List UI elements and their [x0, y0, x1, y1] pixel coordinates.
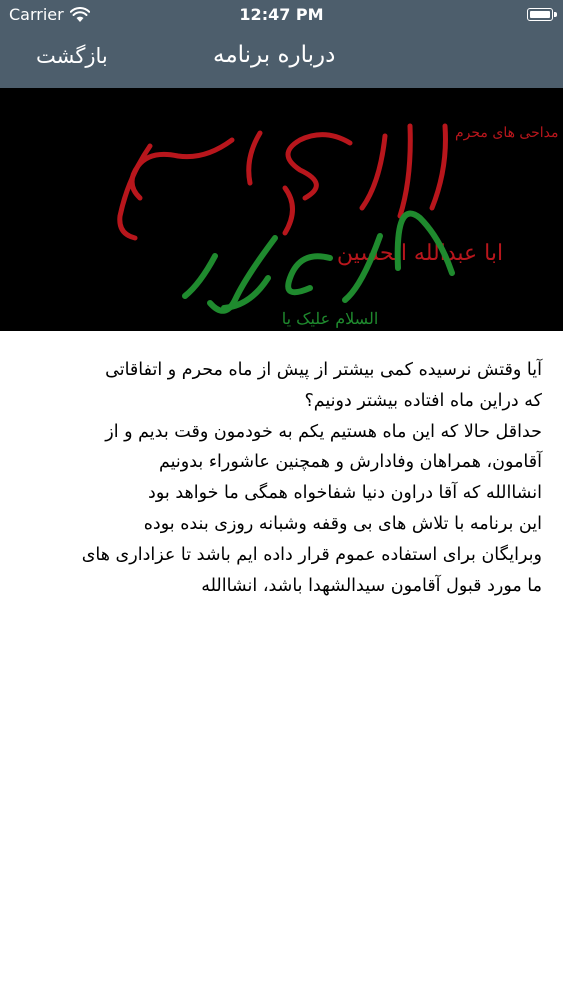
back-button[interactable]: بازگشت [36, 44, 108, 68]
banner-caption: مداحی های محرم [455, 125, 559, 141]
about-text-line: که دراین ماه افتاده بیشتر دونیم؟ [304, 390, 542, 411]
about-text [20, 355, 542, 601]
status-bar [0, 0, 563, 30]
about-text-line: آیا وقتش نرسیده کمی بیشتر از پیش از ماه محرم و اتفاقاتی [105, 360, 542, 380]
about-text-line: حداقل حالا که این ماه هستیم یکم به خودمون وقت بدیم و از [105, 421, 542, 442]
navigation-bar [0, 30, 563, 88]
calligraphy-artwork [0, 88, 563, 331]
calligraphy-red-text: ابا عبدالله الحسین [336, 241, 504, 266]
about-text-line: انشاالله که آقا دراون دنیا شفاخواه همگی ما خواهد بود [148, 483, 542, 504]
about-text-line: این برنامه با تلاش های بی وقفه وشبانه روزی بنده بوده [143, 513, 542, 534]
header [0, 0, 563, 88]
about-text-line: آقامون، همراهان وفادارش و همچنین عاشوراء بدونیم [158, 452, 542, 473]
about-text-line: وبرایگان برای استفاده عموم قرار داده ایم باشد تا عزاداری های [81, 544, 542, 565]
banner-image [0, 88, 563, 331]
carrier-label: Carrier [9, 5, 64, 24]
battery-icon [527, 8, 553, 21]
page-title: درباره برنامه [213, 42, 336, 68]
clock: 12:47 PM [239, 5, 324, 24]
about-text-line: ما مورد قبول آقامون سیدالشهدا باشد، انشاالله [201, 575, 542, 596]
calligraphy-green-text: السلام علیک یا [281, 309, 379, 328]
